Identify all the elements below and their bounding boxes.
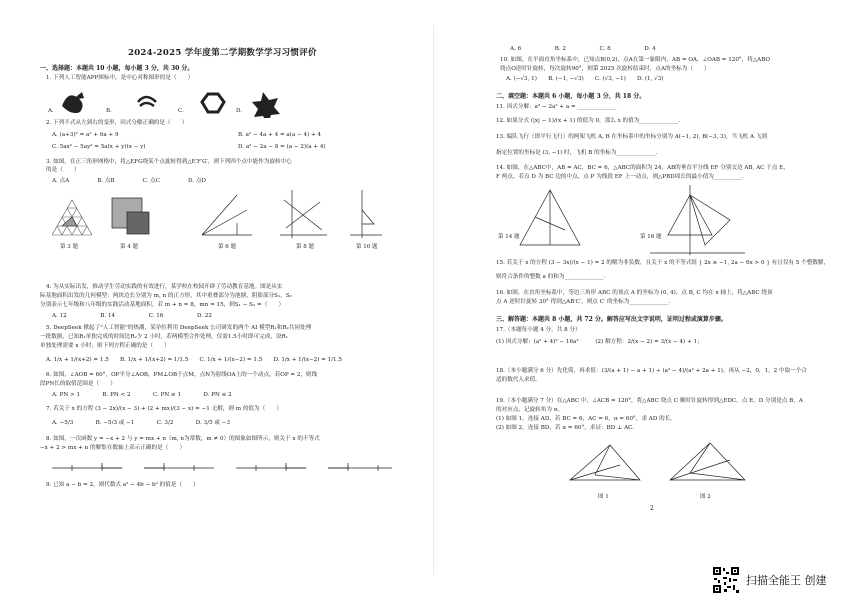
figure-1-lines	[570, 445, 640, 480]
question-text: 16. 如图，在直角坐标系中，等边三角形 ABC 的顶点 A 的坐标为 (0, 4)，点 B, C 均在 x 轴上，将△ABC 绕顶	[496, 290, 773, 296]
question-text: F 两点，若点 D 为 BC 边的中点，点 P 为线段 EF 上一动点，则△PBD周长的最小值为__________.	[496, 174, 744, 180]
question-text: 适的数代入求值。	[496, 377, 541, 383]
figure-caption: 第 6 题	[218, 244, 236, 250]
question-text: (2) 如图 2，连接 BD，若 α = 60°，求证：BD ⊥ AC.	[496, 425, 634, 431]
option-label: A.	[48, 108, 54, 114]
hexagon-icon	[202, 94, 224, 112]
question-text: 17.（本题每小题 4 分，共 8 分）	[496, 327, 581, 333]
figure-caption: 第 10 题	[356, 244, 378, 250]
figures-19	[560, 435, 760, 494]
question-text: 际基地面积出发的几何模型：两块边长分别为 m, n 的正方形，其中重叠部分为池塘，阴影部分S₁，S₂	[40, 293, 292, 299]
left-page	[38, 20, 438, 580]
triangle-figures	[500, 185, 750, 255]
question-text: 12. 如果分式 (|x| − 1)/(x + 1) 的值为 0，那么 x 的值为______________.	[496, 118, 681, 124]
question-text: 18.（本小题满分 6 分）先化简，再求值：(3/(a + 1) − a + 1) ÷ (a² − 4)/(a² + 2a + 1)，再从 −2，0，1，2 中取一个合	[496, 368, 807, 374]
question-text: 11. 因式分解：a³ − 2a² + a = ______________	[496, 104, 617, 110]
option-text: A. 6 B. 2 C. 8 D. 4	[510, 46, 656, 52]
question-text: 3. 如图，在正三角形网格中，将△EFG绕某个点旋转得到△E′F′G′，则下列四个点中能作为旋转中心	[46, 159, 292, 165]
figure-caption: 图 2	[700, 494, 711, 500]
page-number: 2	[650, 505, 654, 512]
option-text: A. −5/3 B. −5/3 或 −1 C. 3/2 D. 3/5 或 −3	[52, 420, 231, 426]
question-text: 14. 如图，在△ABC中，AB = AC，BC = 6，△ABC的面积为 24，AB的垂直平分线 EF 分别交边 AB, AC 于点 E，	[496, 165, 789, 171]
scanner-watermark	[712, 566, 827, 594]
star-burst-icon	[252, 92, 280, 118]
right-page	[460, 20, 860, 580]
question-text: 5. DeepSeek 掀起了"人工智能"的热潮，某单位利用 DeepSeek 公司研发的两个 AI 模型R₁和R₂共同处理	[46, 325, 312, 331]
option-text: A. PN > 1 B. PN < 2 C. PN ≥ 1 D. PN ≤ 2	[52, 392, 232, 398]
question-text: (1) 如图 1，连接 AD，若 BC = 6，AC = 6，α = 60°，求 AD 的长。	[496, 416, 676, 422]
option-text: A. (a+3)² = a² + 6a + 9	[52, 132, 119, 138]
question-text: 19.（本小题满分 7 分）在△ABC 中，∠ACB = 120°，将△ABC 绕点 C 顺时针旋转得到△EDC，点 E，D 分别是点 B，A	[496, 398, 803, 404]
question-text: 6. 如图，∠AOB = 60°，OP平分∠AOB，PM⊥OB于点M，点N为射线OA上的一个动点，若OP = 2，则线	[46, 372, 318, 378]
qr-code-icon	[712, 566, 740, 594]
rotated-triangle-figure	[650, 185, 745, 255]
number-lines-figure	[52, 458, 392, 476]
question-text: 指定位置的坐标是 (3, −1) 时，飞机 B 的坐标为______________.	[496, 150, 658, 156]
geometry-figures	[52, 190, 382, 240]
angle-bisector-figure	[202, 195, 252, 235]
rotation-triangle-figure	[350, 190, 382, 238]
figure-caption: 第 14 题	[498, 234, 520, 240]
question-text: 13. 编队飞行（即平行飞行）的两架飞机 A, B 在坐标系中的坐标分别为 A(−1, 2), B(−3, 3)，当飞机 A 飞到	[496, 134, 768, 140]
app-logo-icons	[58, 88, 288, 118]
option-text: B. a² − 4a + 4 = a(a − 4) + 4	[238, 132, 322, 138]
linear-functions-figure	[280, 190, 327, 238]
question-text: 点 A 逆时针旋转 30° 得到△AB′C′，则点 C′ 的坐标为______________.	[496, 299, 671, 305]
option-label: B.	[106, 108, 112, 114]
question-text: 单独处理需要 x 小时，则下列方程正确的是（ ）	[40, 343, 170, 349]
figure-row	[52, 190, 382, 244]
question-text: 2. 下列不式从左到右的变形，因式分解正确的是（ ）	[46, 120, 188, 126]
triangle-grid-figure	[52, 200, 92, 235]
question-text: 1. 下列人工智能APP图标中，是中心对称图形的是（ ）	[46, 75, 194, 81]
option-text: C. 5ax² − 5ay² = 5a(x + y)(x − y)	[52, 144, 146, 150]
section-heading: 一、选择题：本题共 10 小题，每小题 3 分，共 30 分。	[40, 65, 194, 72]
option-label: C.	[178, 108, 184, 114]
figure-caption: 第 4 题	[120, 244, 138, 250]
scanner-label: 扫描全能王 创建	[746, 574, 827, 587]
section-heading: 三、解答题：本题共 8 小题，共 72 分。解答应写出文字说明，证明过程或演算步骤。	[496, 316, 727, 323]
question-text: 分别表示七年级和八年级的实践活动基地面积。若 m + n = 8，mn = 15，则S₁ − S₂ =（ ）	[40, 302, 285, 308]
option-text: A. 1/x + 1/(x+2) = 1.5 B. 1/x + 1/(x+2) = 1/1.5 C. 1/x + 1/(x−2) = 1.5 D. 1/x + 1/(x−2) = 1/1.5	[46, 357, 342, 363]
figure-caption: 第 3 题	[60, 244, 78, 250]
question-text: 则符合条件的整数 a 的和为______________.	[496, 274, 606, 280]
section-heading: 二、填空题：本题共 6 小题，每小题 3 分，共 18 分。	[496, 93, 646, 100]
option-text: D. a² − 2a − 8 = (a − 2)(a + 4)	[238, 144, 326, 150]
question-text: 10. 如图，在平面直角坐标系中，已知点B(0,2)，点A在第一象限内，AB = OA，∠OAB = 120°，将△ABO	[500, 57, 771, 63]
number-line-options	[52, 458, 392, 480]
question-text: 段PN长的取值范围是（ ）	[40, 381, 116, 387]
wave-icon	[138, 97, 156, 106]
question-text: 绕点O逆时针旋转，每次旋转90°，则第 2025 次旋转结束时，点A的坐标为（ ）	[500, 66, 710, 72]
figure-caption: 第 8 题	[296, 244, 314, 250]
question-text: 的对应点，记旋转角为 α。	[496, 407, 564, 413]
square-overlap-figure	[112, 198, 149, 234]
figure-2-lines	[670, 443, 745, 480]
question-text: 4. 为从实际出发，推动学生劳动实践的有效进行，某学校在校园开辟了劳动教育基地。图是从实	[46, 284, 283, 290]
option-text: A. 12 B. 14 C. 16 D. 22	[52, 313, 212, 319]
option-text: A. (−√3, 1) B. (−1, −√3) C. (√3, −1) D. (1, √3)	[506, 76, 664, 82]
question-text: 15. 若关于 x 的方程 (3 − 3x)/(x − 1) = 2 的解为非负数，且关于 x 的不等式组 { 2x ≥ −1, 2a − 6x > 0 } 有且仅有 5 个整数解，	[496, 260, 830, 266]
figure-caption: 图 1	[598, 494, 609, 500]
question-text: 一批数据，已知R₁单独完成的时间比R₂少 2 小时，若两模型合作处理，仅需1.5小时即可完成，设R₁	[40, 334, 288, 340]
question-text: (1) 因式分解：(a² + 4)² − 16a² (2) 解方程：2/(x − 2) = 3/(x − 4) + 1；	[496, 339, 703, 345]
option-text: A. 点A B. 点B C. 点C D. 点D	[52, 178, 206, 184]
question-text: 8. 如图，一次函数 y = −x + 2 与 y = mx + n（m, n为常数，m ≠ 0）的图象如图所示，则关于 x 的不等式	[46, 436, 320, 442]
exam-title: 2024-2025 学年度第二学期数学学习习惯评价	[128, 48, 317, 58]
rotation-figures	[560, 435, 760, 490]
figures-14-16	[500, 185, 750, 259]
triangle-abc-figure	[520, 190, 580, 245]
figure-caption: 第 16 题	[640, 234, 662, 240]
option-label: D.	[236, 108, 242, 114]
question-text: 7. 若关于 x 的方程 (3 − 2x)/(x − 3) + (2 + mx)/(3 − x) = −1 无解，则 m 的值为（ ）	[46, 406, 282, 412]
question-text: 9. 已知 a − b = 2，则代数式 a² − 4b − b² 的值是（ ）	[46, 482, 199, 488]
question-text: −x + 2 > mx + n 的解集在数轴上表示正确的是（ ）	[40, 445, 186, 451]
question-text: 的是（ ）	[46, 167, 80, 173]
app-icons	[58, 88, 288, 122]
